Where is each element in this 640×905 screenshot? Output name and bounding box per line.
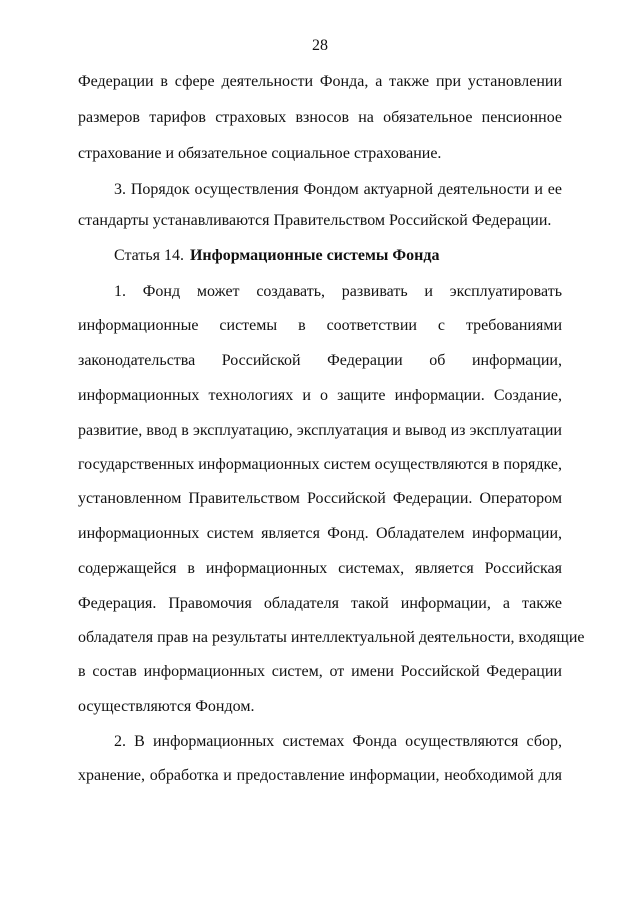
text-line: государственных информационных систем осуществляются в порядке, [78, 456, 562, 473]
text-line: информационных технологиях и о защите информации. Создание, [78, 387, 562, 404]
text-line: стандарты устанавливаются Правительством Российской Федерации. [78, 212, 552, 229]
text-line: содержащейся в информационных системах, является Российская [78, 560, 562, 577]
text-line: 2. В информационных системах Фонда осуществляются сбор, [114, 733, 562, 750]
text-line: в состав информационных систем, от имени Российской Федерации [78, 663, 562, 680]
article-number: Статья 14. [114, 247, 184, 264]
page-number: 28 [312, 37, 328, 54]
text-line: осуществляются Фондом. [78, 698, 255, 715]
text-line: Федерации в сфере деятельности Фонда, а также при установлении [78, 73, 562, 90]
text-line: развитие, ввод в эксплуатацию, эксплуатация и вывод из эксплуатации [78, 422, 562, 439]
text-line: Федерация. Правомочия обладателя такой информации, а также [78, 595, 562, 612]
article-title: Информационные системы Фонда [189, 247, 440, 264]
text-line: информационных систем является Фонд. Обладателем информации, [78, 525, 562, 542]
text-line: 1. Фонд может создавать, развивать и эксплуатировать [114, 283, 562, 300]
text-line: обладателя прав на результаты интеллектуальной деятельности, входящие [78, 629, 585, 646]
text-line: установленном Правительством Российской Федерации. Оператором [78, 490, 562, 507]
text-line: 3. Порядок осуществления Фондом актуарной деятельности и ее [114, 181, 562, 198]
text-line: информационные системы в соответствии с требованиями [78, 317, 562, 334]
text-line: страхование и обязательное социальное страхование. [78, 145, 442, 162]
article-heading [114, 246, 562, 266]
text-line: хранение, обработка и предоставление информации, необходимой для [78, 767, 562, 784]
text-line: законодательства Российской Федерации об информации, [78, 352, 562, 369]
text-line: размеров тарифов страховых взносов на обязательное пенсионное [78, 109, 562, 126]
